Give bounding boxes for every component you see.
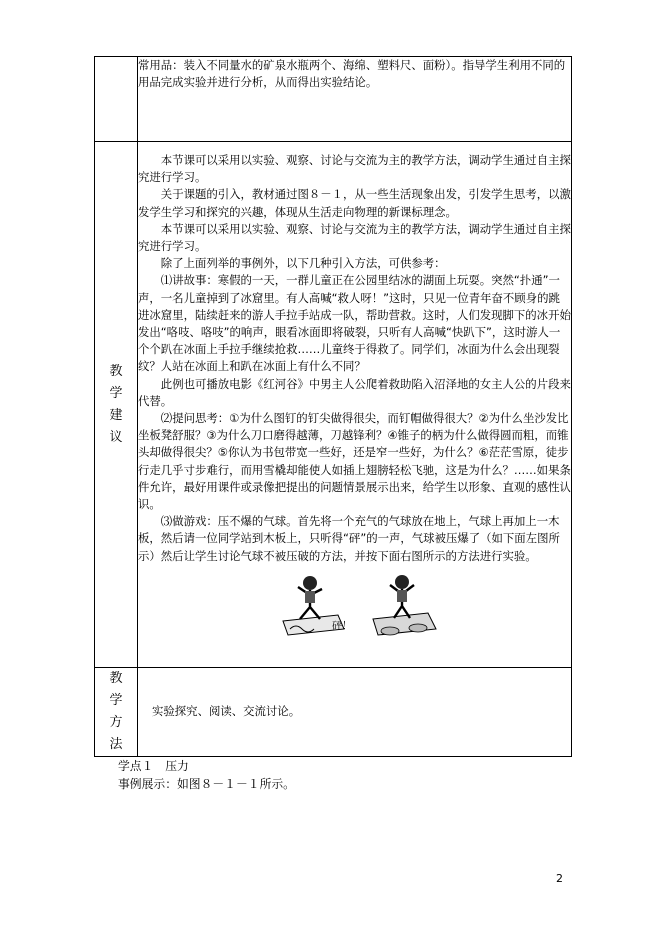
paragraph: 实验探究、阅读、交流讨论。 bbox=[152, 704, 301, 719]
section-heading: 学点１ 压力 bbox=[118, 759, 189, 773]
row-content-cell bbox=[138, 142, 572, 668]
table-row bbox=[95, 57, 572, 142]
bang-label: 砰！ bbox=[332, 620, 352, 632]
page-number: 2 bbox=[556, 872, 563, 885]
row-content-cell bbox=[138, 57, 572, 142]
row-label-teaching-suggestions: 教学建议 bbox=[109, 363, 123, 445]
row-label-teaching-methods: 教学方法 bbox=[109, 671, 123, 752]
paragraph: 除了上面列举的事例外，以下几种引入方法，可供参考： bbox=[160, 256, 446, 271]
row-content-cell bbox=[138, 668, 572, 757]
children-on-board-figure bbox=[278, 571, 458, 639]
example-caption: 事例展示：如图８－１－１所示。 bbox=[118, 777, 295, 791]
lesson-plan-table bbox=[94, 56, 572, 757]
row-label-cell bbox=[95, 668, 138, 757]
table-row bbox=[95, 142, 572, 668]
paragraph: 常用品：装入不同量水的矿泉水瓶两个、海绵、塑料尺、面粉）。指导学生利用不同的用品完成实验并进行分析，从而得出实验结论。 bbox=[138, 58, 566, 90]
paragraph: 此例也可播放电影《红河谷》中男主人公爬着救助陷入沼泽地的女主人公的片段来代替。 bbox=[138, 376, 571, 408]
paragraph: 关于课题的引入，教材通过图８－１，从一些生活现象出发，引发学生思考，以激发学生学习和探究的兴趣，体现从生活走向物理的新课标理念。 bbox=[138, 187, 571, 219]
paragraph: ⑴讲故事：寒假的一天，一群儿童正在公园里结冰的湖面上玩耍。突然“扑通”一声，一名儿童掉到了冰窟里。有人高喊“救人呀！”这时，只见一位青年奋不顾身的跳进冰窟里，陆续赶来的游人手拉手站成一队，帮助营救。这时，人们发现脚下的冰开始发出“咯吱、咯吱”的响声，眼看冰面即将破裂，只听有人高喊“快趴下”，这时游人一个个趴在冰面上手拉手继续抢救……儿童终于得救了。同学们，冰面为什么会出现裂纹？人站在冰面上和趴在冰面上有什么不同？ bbox=[138, 273, 571, 374]
paragraph: 本节课可以采用以实验、观察、讨论与交流为主的教学方法，调动学生通过自主探究进行学习。 bbox=[138, 221, 571, 254]
paragraph: ⑵提问思考：①为什么图钉的钉尖做得很尖，而钉帽做得很大？②为什么坐沙发比坐板凳舒服？③为什么刀口磨得越薄，刀越锋利？④锥子的柄为什么做得圆而粗，而锥头却做得很尖？⑤你认为书包带宽一些好，还是窄一些好，为什么？⑥茫茫雪原，徒步行走几乎寸步难行，而用雪橇却能使人如插上翅膀轻松飞驰，这是为什么？……如果条件允许，最好用课件或录像把提出的问题情景展示出来，给学生以形象、直观的感性认识。 bbox=[138, 411, 571, 512]
paragraph: 本节课可以采用以实验、观察、讨论与交流为主的教学方法，调动学生通过自主探究进行学习。 bbox=[138, 153, 571, 185]
balloon-game-illustration bbox=[138, 571, 571, 641]
row-label-cell bbox=[95, 57, 138, 142]
row-label-cell bbox=[95, 142, 138, 668]
paragraph: ⑶做游戏：压不爆的气球。首先将一个充气的气球放在地上，气球上再加上一木板，然后请一位同学站到木板上，只听得“砰”的一声，气球被压爆了（如下面左图所示）然后让学生讨论气球不被压破的方法，并按下面右图所示的方法进行实验。 bbox=[138, 514, 560, 563]
table-row bbox=[95, 668, 572, 757]
